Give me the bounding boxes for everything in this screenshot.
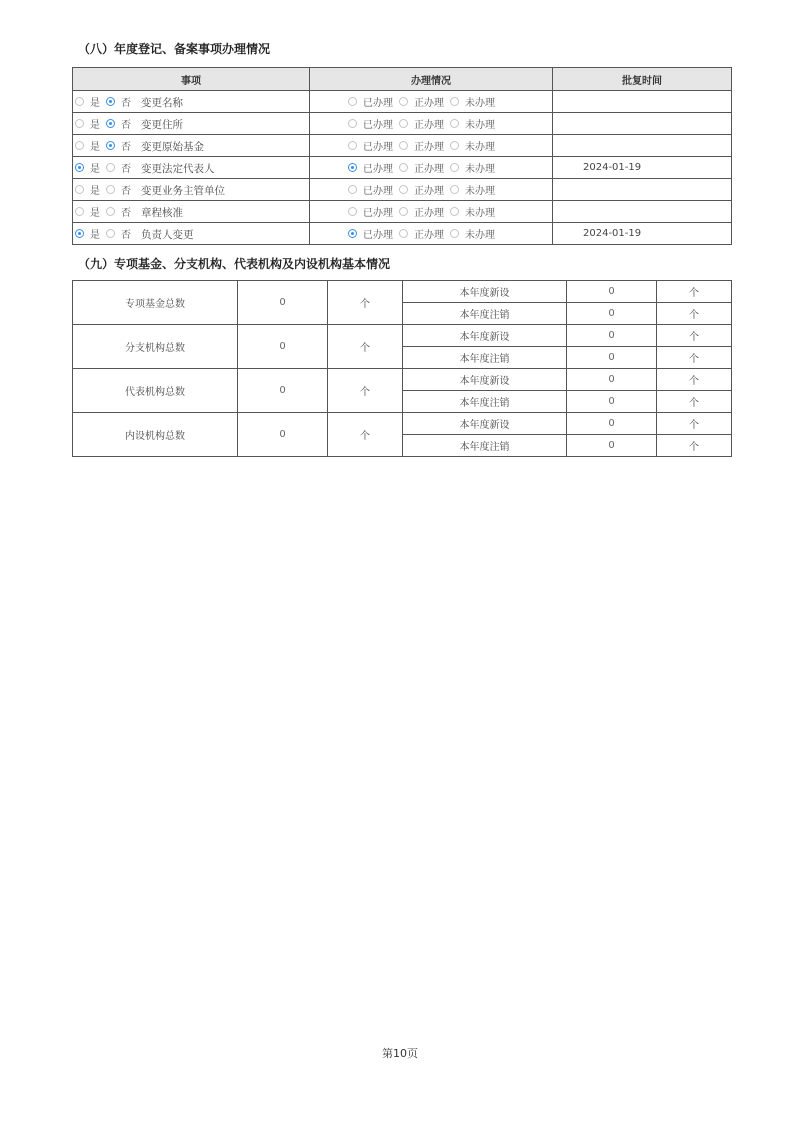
new-label: 本年度新设: [403, 325, 567, 347]
radio-icon: [348, 163, 357, 172]
item-name: 变更名称: [141, 96, 183, 109]
yes-label: 是: [90, 207, 100, 219]
approval-date-cell: [553, 179, 732, 201]
status-radio[interactable]: [348, 226, 393, 241]
status-radio[interactable]: [348, 94, 393, 109]
radio-icon: [348, 207, 357, 216]
table-row: [73, 369, 732, 391]
status-radio[interactable]: [450, 204, 495, 219]
page-number: 第10页: [382, 1047, 418, 1060]
approval-date-cell: [553, 223, 732, 245]
no-label: 否: [121, 141, 131, 153]
no-radio[interactable]: [106, 182, 131, 197]
status-cell: [310, 223, 553, 245]
radio-icon: [75, 229, 84, 238]
unit-label: 个: [657, 369, 732, 391]
status-radio[interactable]: [399, 138, 444, 153]
status-label: 已办理: [363, 142, 393, 153]
branches-table: [72, 280, 732, 457]
no-radio[interactable]: [106, 204, 131, 219]
table-row: [73, 179, 732, 201]
status-label: 已办理: [363, 120, 393, 131]
unit-label: 个: [328, 281, 403, 325]
unit-label: 个: [657, 303, 732, 325]
status-label: 未办理: [465, 186, 495, 197]
radio-icon: [75, 141, 84, 150]
category-total: 0: [238, 281, 328, 325]
status-radio[interactable]: [348, 204, 393, 219]
yes-label: 是: [90, 229, 100, 241]
item-cell: [73, 91, 310, 113]
status-label: 已办理: [363, 98, 393, 109]
radio-icon: [106, 229, 115, 238]
item-cell: [73, 113, 310, 135]
radio-icon: [348, 141, 357, 150]
approval-date-cell: [553, 157, 732, 179]
radio-icon: [450, 141, 459, 150]
status-label: 已办理: [363, 186, 393, 197]
no-label: 否: [121, 185, 131, 197]
cancel-label: 本年度注销: [403, 435, 567, 457]
status-radio[interactable]: [399, 204, 444, 219]
no-label: 否: [121, 97, 131, 109]
status-radio[interactable]: [348, 182, 393, 197]
status-cell: [310, 201, 553, 223]
status-label: 未办理: [465, 208, 495, 219]
category-name: 专项基金总数: [73, 281, 238, 325]
table-row: [73, 113, 732, 135]
item-cell: [73, 179, 310, 201]
cancel-count: 0: [567, 391, 657, 413]
header-date: 批复时间: [553, 68, 732, 91]
status-label: 正办理: [414, 142, 444, 153]
item-name: 负责人变更: [141, 228, 194, 241]
item-cell: [73, 223, 310, 245]
status-label: 未办理: [465, 120, 495, 131]
unit-label: 个: [328, 325, 403, 369]
yes-radio[interactable]: [75, 226, 100, 241]
status-radio[interactable]: [399, 160, 444, 175]
unit-label: 个: [657, 325, 732, 347]
table-row: [73, 201, 732, 223]
status-label: 正办理: [414, 230, 444, 241]
yes-radio[interactable]: [75, 160, 100, 175]
status-label: 已办理: [363, 164, 393, 175]
new-count: 0: [567, 369, 657, 391]
radio-icon: [106, 207, 115, 216]
approval-date-cell: [553, 113, 732, 135]
no-label: 否: [121, 119, 131, 131]
category-name: 分支机构总数: [73, 325, 238, 369]
unit-label: 个: [657, 347, 732, 369]
status-label: 已办理: [363, 230, 393, 241]
new-count: 0: [567, 413, 657, 435]
yes-radio[interactable]: [75, 116, 100, 131]
radio-icon: [348, 119, 357, 128]
cancel-label: 本年度注销: [403, 391, 567, 413]
category-total: 0: [238, 325, 328, 369]
cancel-count: 0: [567, 347, 657, 369]
status-label: 正办理: [414, 98, 444, 109]
item-name: 变更住所: [141, 118, 183, 131]
table-header-row: [73, 68, 732, 91]
radio-icon: [106, 163, 115, 172]
yes-radio[interactable]: [75, 182, 100, 197]
status-radio[interactable]: [450, 160, 495, 175]
radio-icon: [106, 141, 115, 150]
radio-icon: [106, 97, 115, 106]
radio-icon: [106, 185, 115, 194]
radio-icon: [75, 119, 84, 128]
radio-icon: [75, 163, 84, 172]
status-radio[interactable]: [399, 116, 444, 131]
yes-label: 是: [90, 163, 100, 175]
yes-radio[interactable]: [75, 138, 100, 153]
yes-label: 是: [90, 97, 100, 109]
new-count: 0: [567, 281, 657, 303]
approval-date-cell: [553, 135, 732, 157]
status-label: 未办理: [465, 230, 495, 241]
item-cell: [73, 157, 310, 179]
status-label: 正办理: [414, 186, 444, 197]
status-radio[interactable]: [450, 226, 495, 241]
radio-icon: [348, 97, 357, 106]
approval-date: 2024-01-19: [583, 162, 642, 173]
category-total: 0: [238, 413, 328, 457]
header-status: 办理情况: [310, 68, 553, 91]
item-name: 变更业务主管单位: [141, 184, 225, 197]
category-name: 内设机构总数: [73, 413, 238, 457]
radio-icon: [399, 141, 408, 150]
item-name: 章程核准: [141, 206, 183, 219]
no-label: 否: [121, 207, 131, 219]
radio-icon: [450, 229, 459, 238]
table-row: [73, 281, 732, 303]
status-radio[interactable]: [348, 116, 393, 131]
no-radio[interactable]: [106, 160, 131, 175]
radio-icon: [75, 185, 84, 194]
item-name: 变更原始基金: [141, 140, 204, 153]
table-row: [73, 413, 732, 435]
table-row: [73, 135, 732, 157]
status-cell: [310, 135, 553, 157]
no-radio[interactable]: [106, 138, 131, 153]
yes-radio[interactable]: [75, 94, 100, 109]
table-row: [73, 325, 732, 347]
status-label: 未办理: [465, 98, 495, 109]
unit-label: 个: [657, 413, 732, 435]
radio-icon: [348, 185, 357, 194]
status-radio[interactable]: [450, 116, 495, 131]
cancel-count: 0: [567, 303, 657, 325]
radio-icon: [399, 97, 408, 106]
status-cell: [310, 179, 553, 201]
radio-icon: [399, 185, 408, 194]
section-9-title: （九）专项基金、分支机构、代表机构及内设机构基本情况: [78, 257, 391, 271]
unit-label: 个: [657, 281, 732, 303]
no-label: 否: [121, 163, 131, 175]
yes-label: 是: [90, 119, 100, 131]
radio-icon: [450, 119, 459, 128]
table-row: [73, 91, 732, 113]
radio-icon: [399, 119, 408, 128]
status-label: 已办理: [363, 208, 393, 219]
new-label: 本年度新设: [403, 413, 567, 435]
approval-date: 2024-01-19: [583, 228, 642, 239]
unit-label: 个: [657, 435, 732, 457]
status-radio[interactable]: [399, 226, 444, 241]
radio-icon: [399, 229, 408, 238]
status-cell: [310, 91, 553, 113]
no-radio[interactable]: [106, 94, 131, 109]
radio-icon: [450, 163, 459, 172]
approval-date-cell: [553, 201, 732, 223]
unit-label: 个: [328, 369, 403, 413]
section-8-title: （八）年度登记、备案事项办理情况: [78, 42, 271, 56]
radio-icon: [106, 119, 115, 128]
status-radio[interactable]: [450, 94, 495, 109]
item-cell: [73, 201, 310, 223]
cancel-count: 0: [567, 435, 657, 457]
status-cell: [310, 157, 553, 179]
category-total: 0: [238, 369, 328, 413]
item-name: 变更法定代表人: [141, 162, 215, 175]
cancel-label: 本年度注销: [403, 303, 567, 325]
yes-label: 是: [90, 185, 100, 197]
status-label: 未办理: [465, 164, 495, 175]
yes-radio[interactable]: [75, 204, 100, 219]
status-label: 未办理: [465, 142, 495, 153]
item-cell: [73, 135, 310, 157]
radio-icon: [450, 207, 459, 216]
radio-icon: [399, 163, 408, 172]
no-radio[interactable]: [106, 116, 131, 131]
status-radio[interactable]: [450, 182, 495, 197]
status-radio[interactable]: [399, 94, 444, 109]
status-radio[interactable]: [399, 182, 444, 197]
no-radio[interactable]: [106, 226, 131, 241]
approval-date-cell: [553, 91, 732, 113]
status-cell: [310, 113, 553, 135]
category-name: 代表机构总数: [73, 369, 238, 413]
yes-label: 是: [90, 141, 100, 153]
status-label: 正办理: [414, 120, 444, 131]
status-radio[interactable]: [348, 138, 393, 153]
radio-icon: [399, 207, 408, 216]
cancel-label: 本年度注销: [403, 347, 567, 369]
radio-icon: [75, 207, 84, 216]
status-radio[interactable]: [348, 160, 393, 175]
status-label: 正办理: [414, 164, 444, 175]
registration-table: [72, 67, 732, 245]
header-item: 事项: [73, 68, 310, 91]
status-label: 正办理: [414, 208, 444, 219]
radio-icon: [450, 185, 459, 194]
radio-icon: [75, 97, 84, 106]
new-count: 0: [567, 325, 657, 347]
no-label: 否: [121, 229, 131, 241]
radio-icon: [450, 97, 459, 106]
unit-label: 个: [328, 413, 403, 457]
status-radio[interactable]: [450, 138, 495, 153]
radio-icon: [348, 229, 357, 238]
table-row: [73, 223, 732, 245]
table-row: [73, 157, 732, 179]
unit-label: 个: [657, 391, 732, 413]
new-label: 本年度新设: [403, 281, 567, 303]
new-label: 本年度新设: [403, 369, 567, 391]
